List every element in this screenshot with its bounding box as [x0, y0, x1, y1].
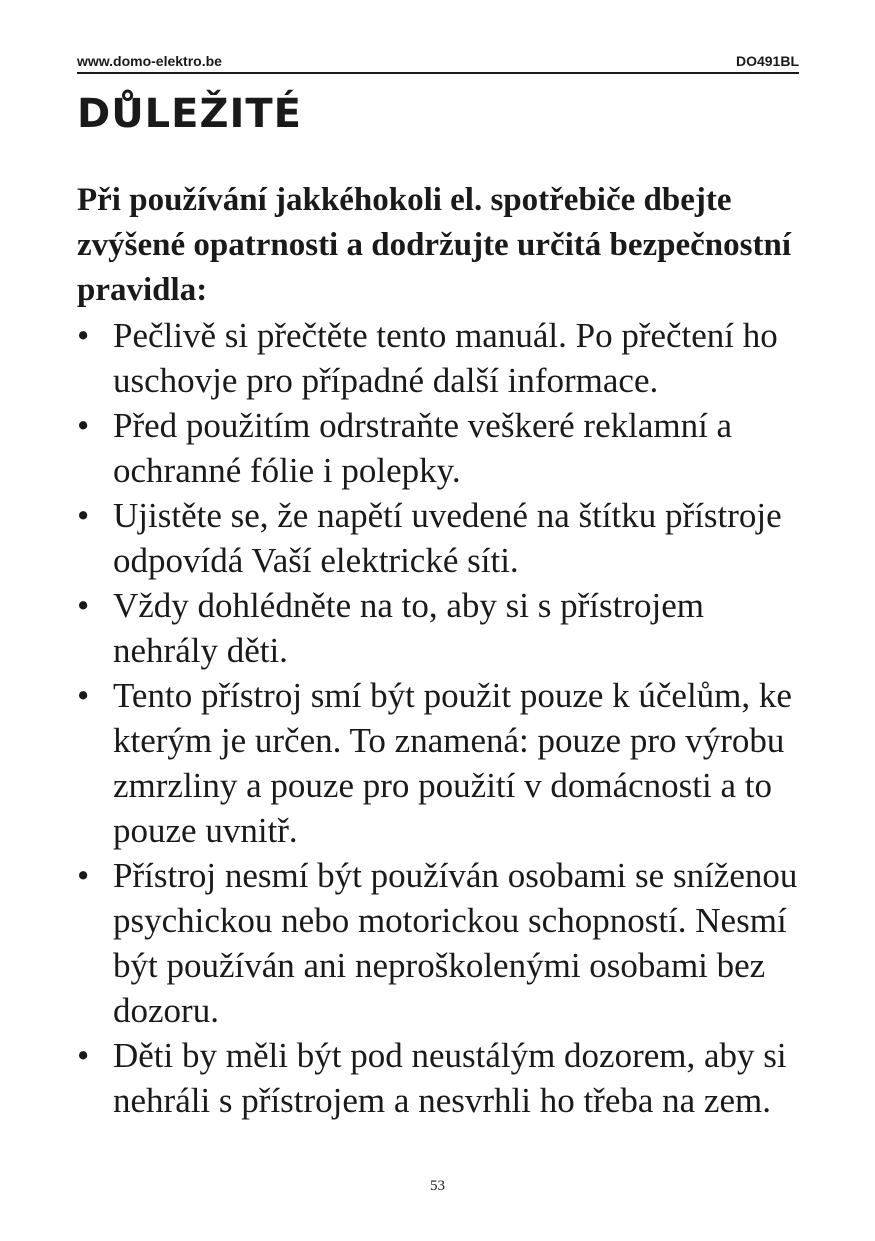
- website-url: www.domo-elektro.be: [77, 53, 222, 69]
- list-item-text: Přístroj nesmí být používán osobami se sníženou psychickou nebo motorickou schopností. Nesmí být používán ani neproškolenými osobami bez dozoru.: [113, 856, 798, 1030]
- bullet-dot: •: [77, 856, 90, 895]
- page-number: 53: [430, 1178, 445, 1194]
- bullet-dot: •: [77, 406, 90, 445]
- bullet-dot: •: [77, 676, 90, 715]
- list-item: [77, 1033, 807, 1123]
- list-item: [77, 493, 807, 583]
- bullet-dot: •: [77, 496, 90, 535]
- bullet-dot: •: [77, 1036, 90, 1075]
- list-item: [77, 313, 807, 403]
- bullet-dot: •: [77, 586, 90, 625]
- bullet-dot: •: [77, 316, 90, 355]
- safety-list: [77, 313, 807, 1123]
- list-item: [77, 853, 807, 1033]
- list-item-text: Vždy dohlédněte na to, aby si s přístrojem nehrály děti.: [113, 586, 704, 670]
- intro-paragraph: Při používání jakkéhokoli el. spotřebiče dbejte zvýšené opatrnosti a dodržujte určitá bezpečnostní pravidla:: [77, 182, 792, 308]
- safety-content: [77, 178, 807, 1123]
- list-item: [77, 673, 807, 853]
- model-number: DO491BL: [735, 53, 799, 69]
- list-item-text: Pečlivě si přečtěte tento manuál. Po přečtení ho uschovje pro případné další informace.: [113, 316, 778, 400]
- list-item-text: Tento přístroj smí být použit pouze k účelům, ke kterým je určen. To znamená: pouze pro výrobu zmrzliny a pouze pro použití v domácnosti a to pouze uvnitř.: [113, 676, 792, 850]
- header-divider: [77, 72, 799, 74]
- list-item-text: Děti by měli být pod neustálým dozorem, aby si nehráli s přístrojem a nesvrhli ho třeba na zem.: [113, 1036, 787, 1120]
- list-item: [77, 583, 807, 673]
- list-item-text: Ujistěte se, že napětí uvedené na štítku přístroje odpovídá Vaší elektrické síti.: [113, 496, 782, 580]
- page-title: DŮLEŽITÉ: [77, 91, 302, 137]
- list-item: [77, 403, 807, 493]
- page-header: [77, 51, 799, 71]
- list-item-text: Před použitím odrstraňte veškeré reklamní a ochranné fólie i polepky.: [113, 406, 733, 490]
